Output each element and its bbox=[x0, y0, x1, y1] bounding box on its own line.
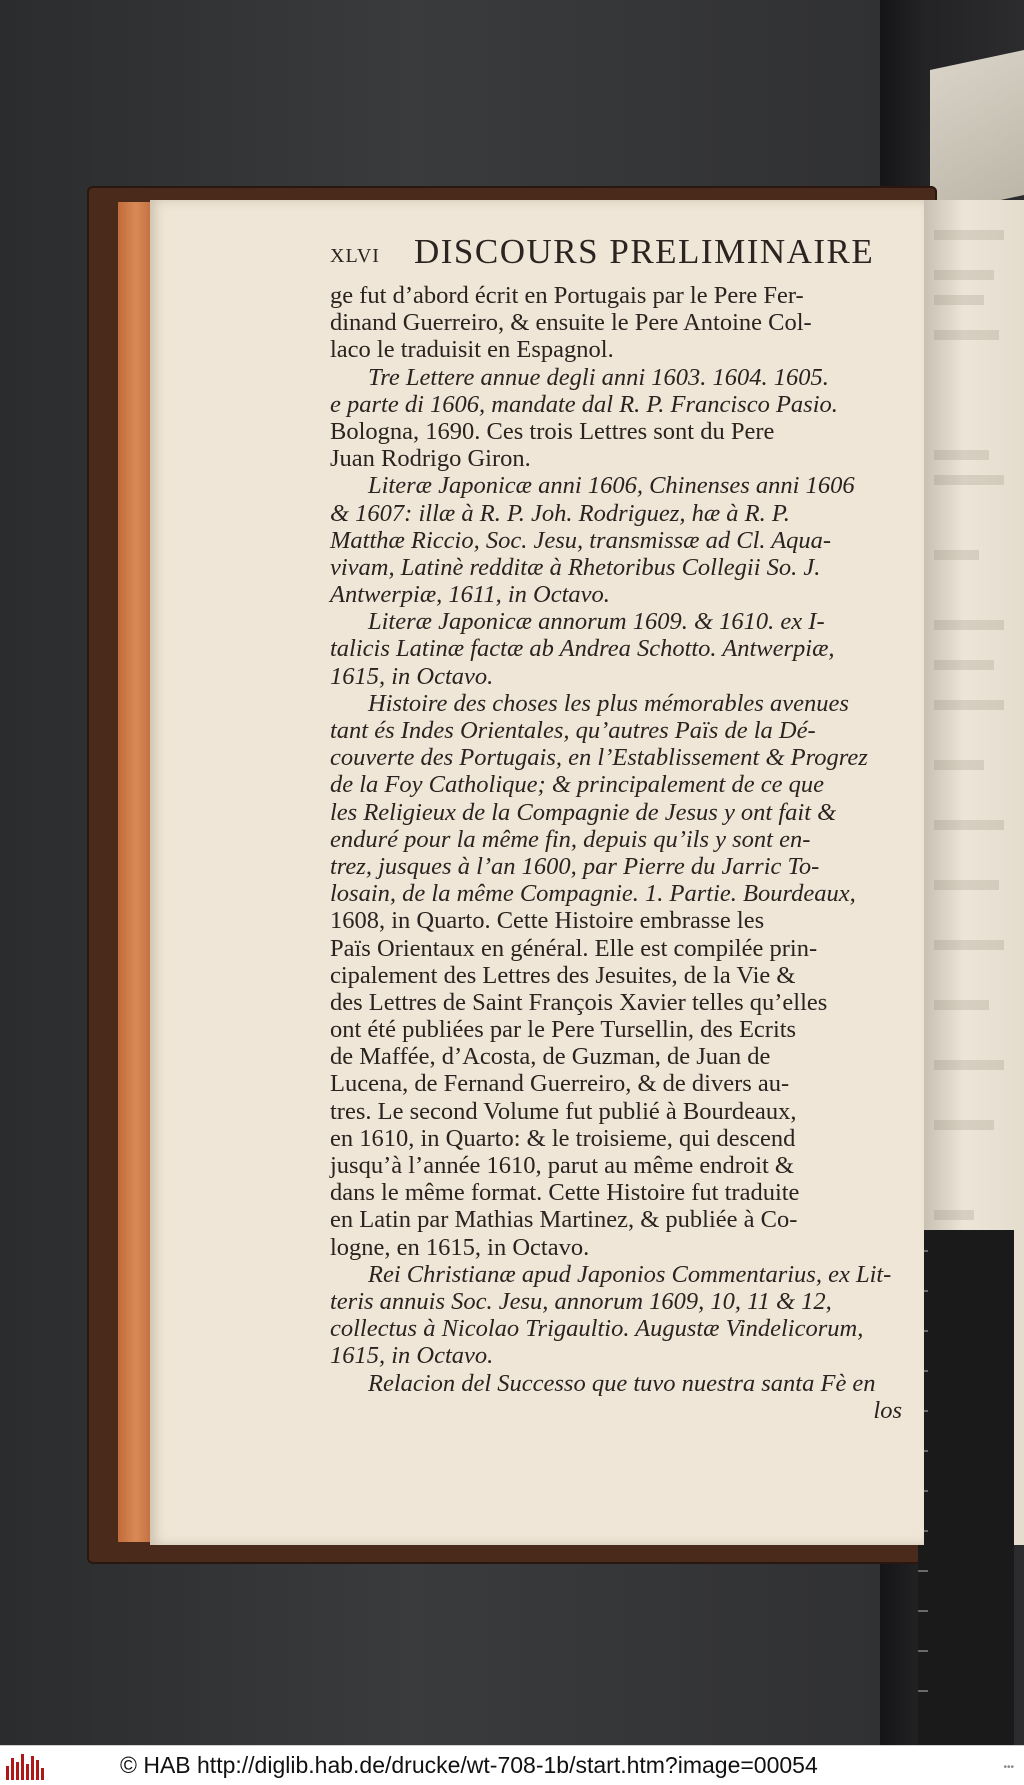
text-line: trez, jusques à l’an 1600, par Pierre du Jarric To- bbox=[330, 852, 820, 880]
text-line: Rei Christianæ apud Japonios Commentarius, ex Lit- bbox=[368, 1260, 892, 1288]
text-line: enduré pour la même fin, depuis qu’ils y sont en- bbox=[330, 825, 811, 853]
running-header bbox=[330, 232, 890, 276]
text-line: Antwerpiæ, 1611, in Octavo. bbox=[330, 581, 610, 609]
page-number: xlvi bbox=[330, 238, 380, 269]
text-line: les Religieux de la Compagnie de Jesus y ont fait & bbox=[330, 798, 837, 826]
text-line: losain, de la même Compagnie. 1. Partie. Bourdeaux, bbox=[330, 880, 856, 908]
text-line: de la Foy Catholique; & principalement de ce que bbox=[330, 771, 824, 799]
text-line: Literæ Japonicæ anni 1606, Chinenses anni 1606 bbox=[368, 472, 855, 500]
text-line: 1608, in Quarto. Cette Histoire embrasse les bbox=[330, 907, 765, 935]
page-title: DISCOURS PRELIMINAIRE bbox=[414, 232, 875, 271]
text-line: en Latin par Mathias Martinez, & publiée à Co- bbox=[330, 1206, 798, 1234]
text-line: de Maffée, d’Acosta, de Guzman, de Juan de bbox=[330, 1043, 771, 1071]
text-line: Tre Lettere annue degli anni 1603. 1604. 1605. bbox=[368, 363, 829, 391]
text-line: Matthæ Riccio, Soc. Jesu, transmissæ ad Cl. Aqua- bbox=[330, 526, 832, 554]
text-line: ont été publiées par le Pere Tursellin, des Ecrits bbox=[330, 1016, 797, 1044]
hab-logo-icon bbox=[6, 1752, 46, 1780]
text-line: Bologna, 1690. Ces trois Lettres sont du Pere bbox=[330, 417, 775, 445]
text-line: teris annuis Soc. Jesu, annorum 1609, 10, 11 & 12, bbox=[330, 1287, 832, 1315]
page-text bbox=[330, 282, 902, 1424]
text-line: ge fut d’abord écrit en Portugais par le Pere Fer- bbox=[330, 282, 804, 309]
catchword: los bbox=[873, 1396, 902, 1424]
text-line: laco le traduisit en Espagnol. bbox=[330, 336, 614, 364]
text-line: tres. Le second Volume fut publié à Bourdeaux, bbox=[330, 1097, 797, 1125]
text-line: dans le même format. Cette Histoire fut traduite bbox=[330, 1179, 800, 1207]
text-line: 1615, in Octavo. bbox=[330, 662, 494, 690]
viewer-footer bbox=[0, 1745, 1024, 1785]
next-page-flap bbox=[930, 50, 1024, 215]
text-line: 1615, in Octavo. bbox=[330, 1342, 494, 1370]
text-line: des Lettres de Saint François Xavier telles qu’elles bbox=[330, 988, 828, 1016]
text-line: en 1610, in Quarto: & le troisieme, qui descend bbox=[330, 1124, 796, 1152]
text-line: Lucena, de Fernand Guerreiro, & de divers au- bbox=[330, 1070, 790, 1098]
corner-mark: ••• bbox=[1003, 1762, 1014, 1773]
text-line: jusqu’à l’année 1610, parut au même endroit & bbox=[330, 1152, 794, 1179]
text-line: tant és Indes Orientales, qu’autres Païs de la Dé- bbox=[330, 717, 816, 744]
text-line: e parte di 1606, mandate dal R. P. Francisco Pasio. bbox=[330, 390, 838, 418]
text-line: dinand Guerreiro, & ensuite le Pere Antoine Col- bbox=[330, 309, 812, 337]
text-line: Relacion del Successo que tuvo nuestra santa Fè en bbox=[368, 1369, 876, 1397]
text-line: vivam, Latinè redditæ à Rhetoribus Collegii So. J. bbox=[330, 553, 821, 581]
text-line: collectus à Nicolao Trigaultio. Augustæ Vindelicorum, bbox=[330, 1315, 864, 1343]
text-line: Juan Rodrigo Giron. bbox=[330, 445, 531, 473]
text-line: Païs Orientaux en général. Elle est compilée prin- bbox=[330, 934, 818, 962]
text-line: couverte des Portugais, en l’Establissement & Progrez bbox=[330, 744, 868, 772]
text-line: Literæ Japonicæ annorum 1609. & 1610. ex I- bbox=[368, 608, 825, 636]
text-line: cipalement des Lettres des Jesuites, de la Vie & bbox=[330, 961, 796, 989]
text-line: Histoire des choses les plus mémorables avenues bbox=[368, 689, 849, 717]
source-link[interactable]: © HAB http://diglib.hab.de/drucke/wt-708-1b/start.htm?image=00054 bbox=[120, 1752, 818, 1778]
text-line: logne, en 1615, in Octavo. bbox=[330, 1233, 590, 1261]
text-line: talicis Latinæ factæ ab Andrea Schotto. Antwerpiæ, bbox=[330, 635, 835, 663]
scale-ruler bbox=[918, 1230, 1014, 1750]
text-line: & 1607: illæ à R. P. Joh. Rodriguez, hæ à R. P. bbox=[330, 499, 790, 527]
